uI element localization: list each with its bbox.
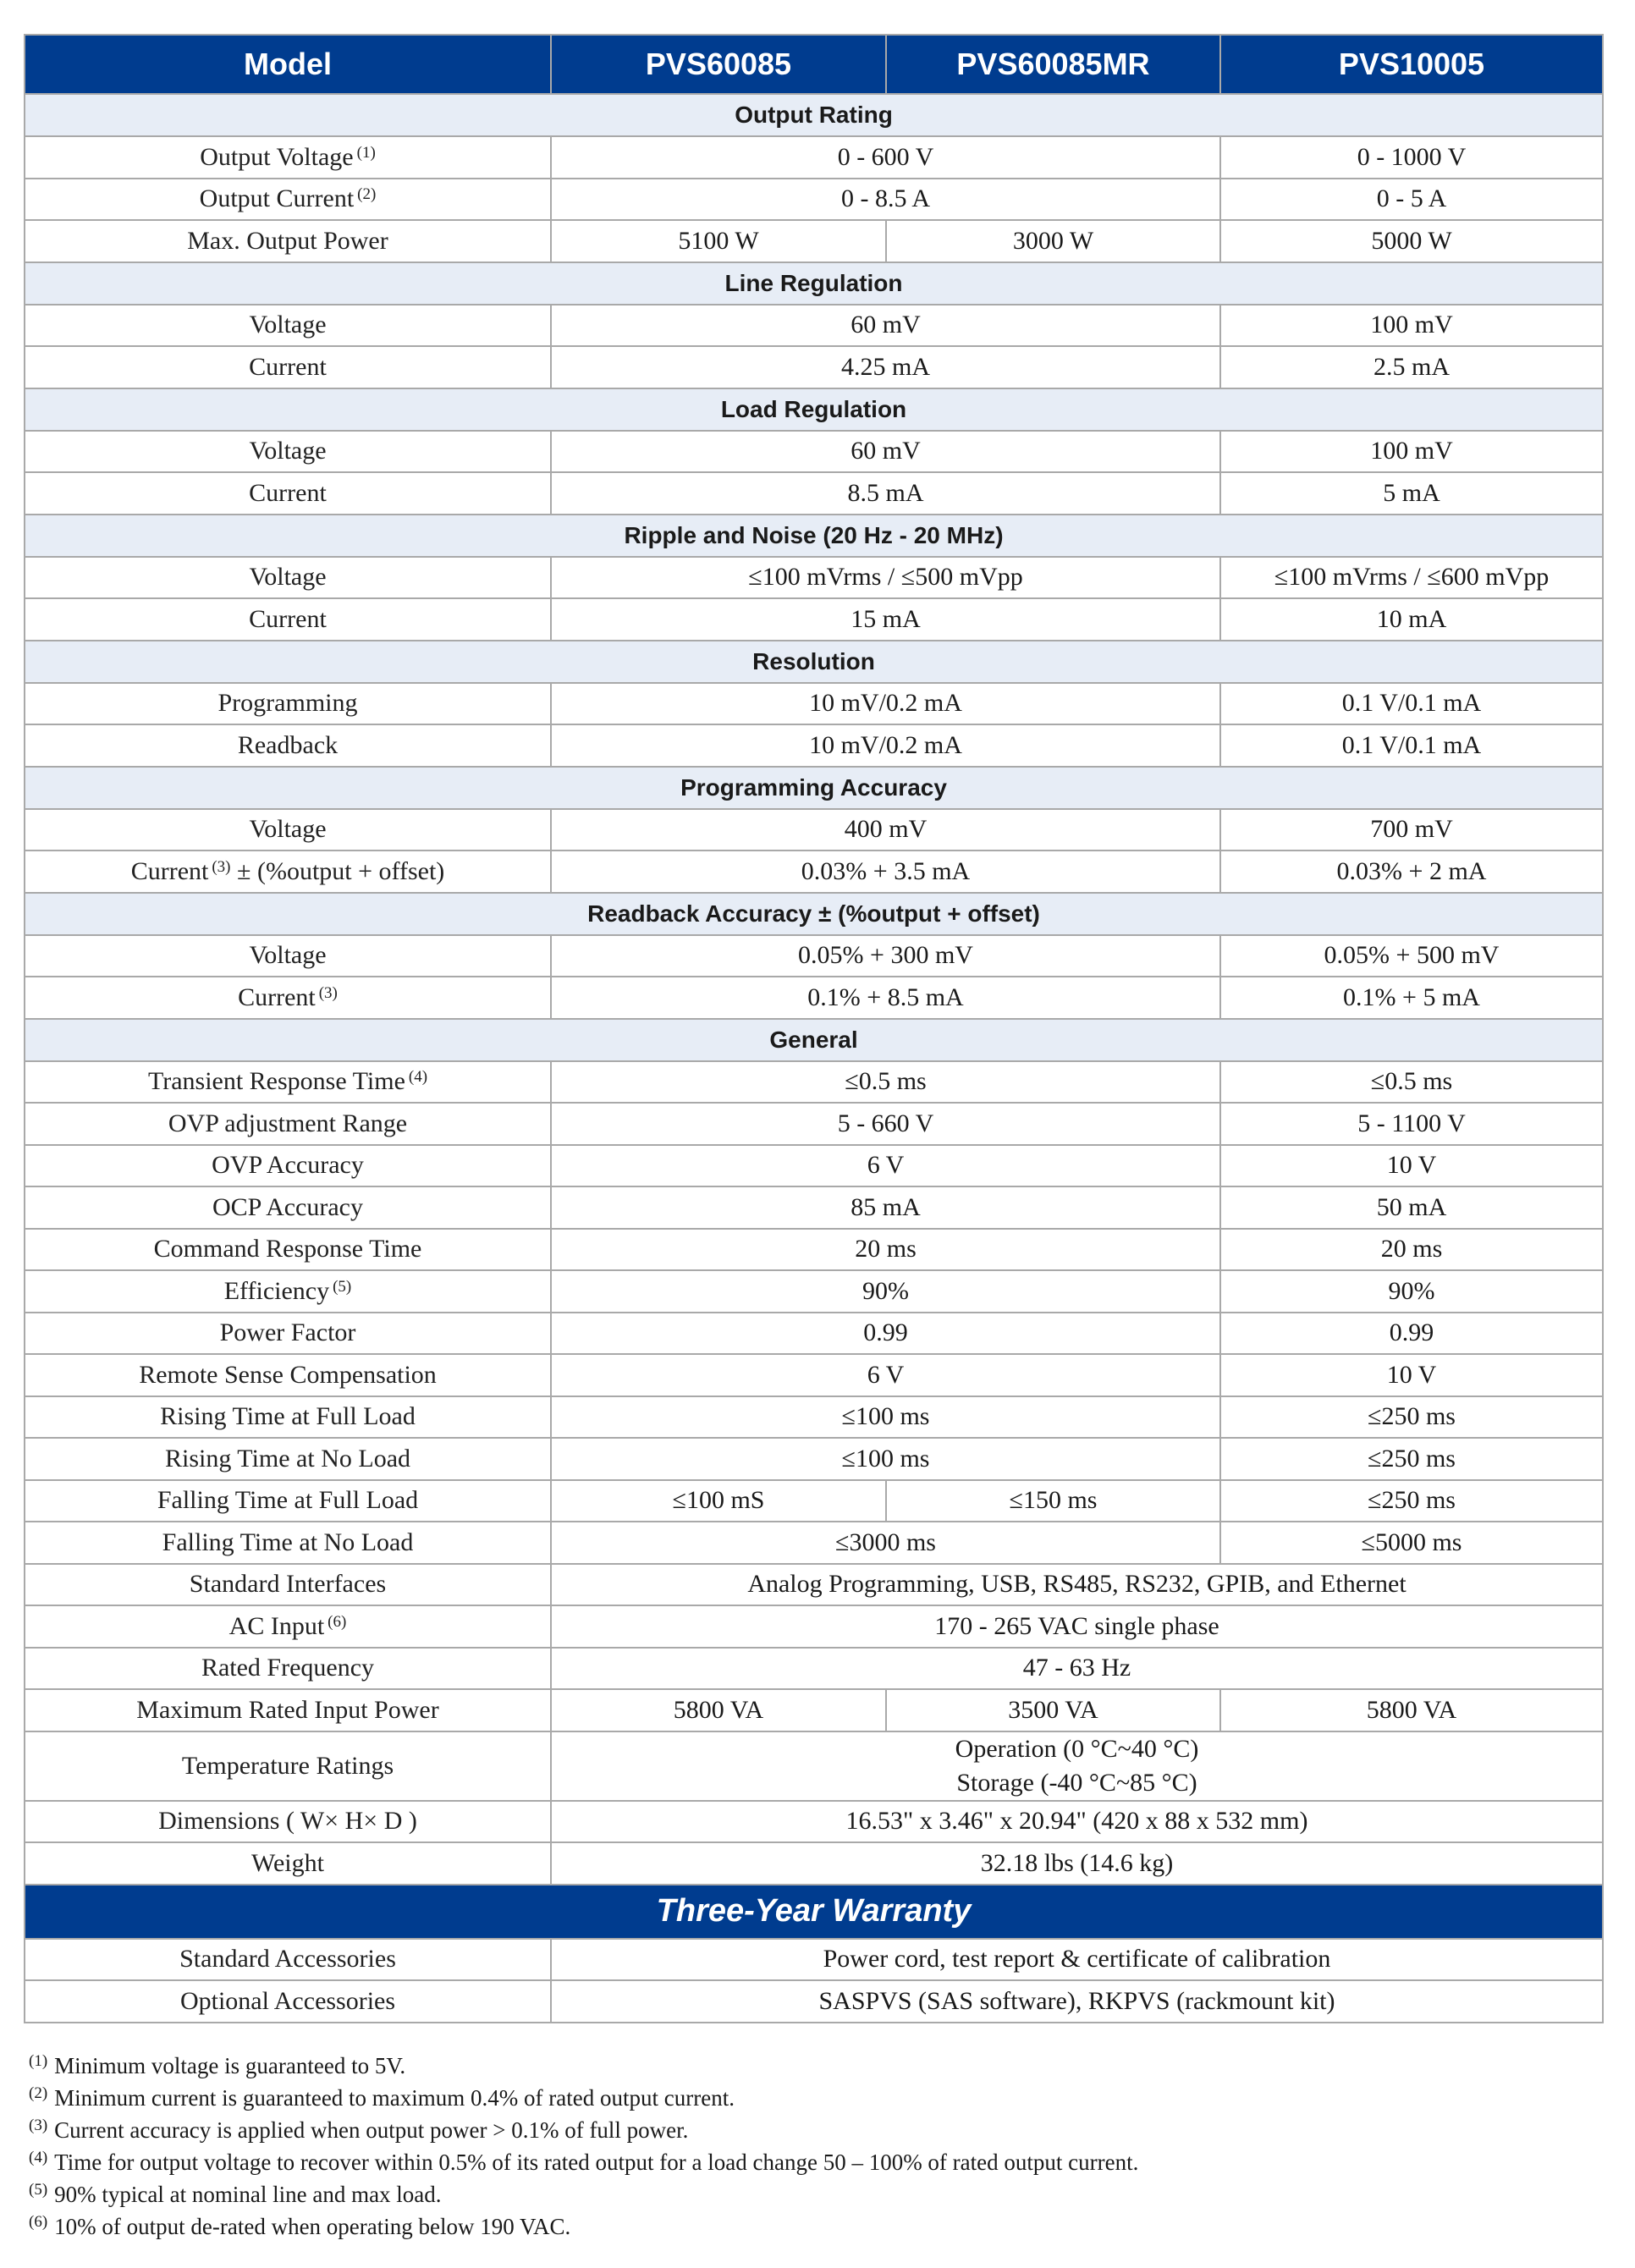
row-label: Current <box>25 472 551 515</box>
value-cell: 10 mA <box>1220 598 1603 641</box>
row-label: OVP Accuracy <box>25 1145 551 1187</box>
value-cell: 700 mV <box>1220 809 1603 851</box>
value-cell: 47 - 63 Hz <box>551 1648 1603 1690</box>
footnote-item <box>29 2082 1603 2114</box>
row-label: Efficiency $^{(5)}$ <box>25 1270 551 1313</box>
value-cell: 4.25 mA <box>551 346 1220 388</box>
value-cell: 0.05% + 300 mV <box>551 935 1220 977</box>
table-row <box>25 346 1603 388</box>
table-header-row <box>25 35 1603 94</box>
model-column-pvs60085: PVS60085 <box>551 35 886 94</box>
row-label: Readback <box>25 724 551 767</box>
value-cell: 100 mV <box>1220 305 1603 347</box>
value-cell: 10 mV/0.2 mA <box>551 683 1220 725</box>
table-row <box>25 179 1603 221</box>
table-row <box>25 220 1603 262</box>
footnote-ref: (1) <box>356 143 376 162</box>
table-row <box>25 1354 1603 1396</box>
row-label: Rising Time at Full Load <box>25 1396 551 1439</box>
row-label: Dimensions ( W× H× D ) <box>25 1801 551 1843</box>
section-row <box>25 94 1603 136</box>
value-cell: 6 V <box>551 1354 1220 1396</box>
row-label: Voltage <box>25 809 551 851</box>
value-cell: 90% <box>551 1270 1220 1313</box>
section-row <box>25 388 1603 431</box>
footnote-ref: (3) <box>212 857 231 876</box>
value-cell: ≤150 ms <box>886 1480 1220 1522</box>
value-cell: 3500 VA <box>886 1689 1220 1731</box>
row-label: OCP Accuracy <box>25 1186 551 1229</box>
row-label: Programming <box>25 683 551 725</box>
footnote-ref: (2) <box>357 185 377 204</box>
table-row <box>25 557 1603 599</box>
row-label: Current <box>25 346 551 388</box>
row-label: Voltage <box>25 935 551 977</box>
table-row <box>25 935 1603 977</box>
table-row <box>25 1438 1603 1480</box>
table-row <box>25 1229 1603 1271</box>
section-title-line-regulation: Line Regulation <box>25 262 1603 305</box>
table-row <box>25 136 1603 179</box>
value-cell: 15 mA <box>551 598 1220 641</box>
value-cell: 0.1 V/0.1 mA <box>1220 724 1603 767</box>
value-cell <box>551 1731 1603 1801</box>
section-row <box>25 262 1603 305</box>
table-row <box>25 1801 1603 1843</box>
table-row <box>25 1564 1603 1606</box>
row-label: Output Voltage $^{(1)}$ <box>25 136 551 179</box>
value-cell: ≤250 ms <box>1220 1438 1603 1480</box>
value-cell: 0.99 <box>551 1313 1220 1355</box>
footnote-item <box>29 2210 1603 2243</box>
value-cell: 0 - 8.5 A <box>551 179 1220 221</box>
row-label: Maximum Rated Input Power <box>25 1689 551 1731</box>
row-label: Voltage <box>25 431 551 473</box>
value-cell: SASPVS (SAS software), RKPVS (rackmount kit) <box>551 1980 1603 2023</box>
value-cell: 0.03% + 3.5 mA <box>551 850 1220 893</box>
footnote-mark: (4) <box>29 2149 48 2166</box>
footnote-text: Minimum current is guaranteed to maximum 0.4% of rated output current. <box>54 2085 735 2111</box>
value-cell: 0 - 600 V <box>551 136 1220 179</box>
row-label: Falling Time at No Load <box>25 1522 551 1564</box>
value-cell: 32.18 lbs (14.6 kg) <box>551 1842 1603 1885</box>
value-cell: ≤100 mVrms / ≤500 mVpp <box>551 557 1220 599</box>
value-cell: ≤0.5 ms <box>1220 1061 1603 1104</box>
value-cell: 5 - 660 V <box>551 1103 1220 1145</box>
table-row <box>25 977 1603 1019</box>
table-row <box>25 431 1603 473</box>
value-cell: 90% <box>1220 1270 1603 1313</box>
value-cell: 5100 W <box>551 220 886 262</box>
footnotes <box>29 2050 1603 2243</box>
value-cell: 2.5 mA <box>1220 346 1603 388</box>
table-row <box>25 1522 1603 1564</box>
value-cell: 6 V <box>551 1145 1220 1187</box>
table-row <box>25 1145 1603 1187</box>
section-title-readback-accuracy: Readback Accuracy ± (%output + offset) <box>25 893 1603 935</box>
value-cell: 400 mV <box>551 809 1220 851</box>
table-row <box>25 809 1603 851</box>
value-cell: ≤3000 ms <box>551 1522 1220 1564</box>
row-label: Falling Time at Full Load <box>25 1480 551 1522</box>
row-label: Rising Time at No Load <box>25 1438 551 1480</box>
value-cell: 5 mA <box>1220 472 1603 515</box>
table-row <box>25 724 1603 767</box>
value-cell: 10 mV/0.2 mA <box>551 724 1220 767</box>
value-cell: 0.1% + 5 mA <box>1220 977 1603 1019</box>
row-label: Voltage <box>25 557 551 599</box>
row-label: Temperature Ratings <box>25 1731 551 1801</box>
value-cell: Analog Programming, USB, RS485, RS232, GPIB, and Ethernet <box>551 1564 1603 1606</box>
value-cell: 0 - 1000 V <box>1220 136 1603 179</box>
section-row <box>25 515 1603 557</box>
row-label: Standard Interfaces <box>25 1564 551 1606</box>
table-row <box>25 1731 1603 1801</box>
row-label: Output Current $^{(2)}$ <box>25 179 551 221</box>
section-title-resolution: Resolution <box>25 641 1603 683</box>
row-label: Transient Response Time $^{(4)}$ <box>25 1061 551 1104</box>
table-row <box>25 850 1603 893</box>
spec-table <box>24 34 1604 2023</box>
footnote-mark: (2) <box>29 2084 48 2102</box>
value-cell: ≤5000 ms <box>1220 1522 1603 1564</box>
table-row <box>25 1605 1603 1648</box>
row-label: Current $^{(3)}$ <box>25 977 551 1019</box>
value-cell: 5000 W <box>1220 220 1603 262</box>
footnote-ref: (4) <box>408 1068 428 1087</box>
value-cell: 60 mV <box>551 431 1220 473</box>
table-row <box>25 1480 1603 1522</box>
row-label: AC Input $^{(6)}$ <box>25 1605 551 1648</box>
footnote-text: Minimum voltage is guaranteed to 5V. <box>54 2053 406 2078</box>
row-label: Standard Accessories <box>25 1939 551 1981</box>
table-row <box>25 598 1603 641</box>
row-label: Weight <box>25 1842 551 1885</box>
row-label: Rated Frequency <box>25 1648 551 1690</box>
value-cell: 85 mA <box>551 1186 1220 1229</box>
footnote-text: 10% of output de-rated when operating below 190 VAC. <box>54 2214 571 2239</box>
model-column-pvs60085mr: PVS60085MR <box>886 35 1220 94</box>
value-cell: 0.99 <box>1220 1313 1603 1355</box>
table-row <box>25 1103 1603 1145</box>
value-cell: ≤100 ms <box>551 1438 1220 1480</box>
row-label: Current $^{(3)}$ ± (%output + offset) <box>25 850 551 893</box>
row-label: Current <box>25 598 551 641</box>
model-header: Model <box>25 35 551 94</box>
section-row <box>25 641 1603 683</box>
table-row <box>25 1648 1603 1690</box>
footnote-mark: (6) <box>29 2213 48 2231</box>
table-row <box>25 472 1603 515</box>
value-cell: ≤250 ms <box>1220 1396 1603 1439</box>
value-cell: Power cord, test report & certificate of calibration <box>551 1939 1603 1981</box>
footnote-ref: (3) <box>318 983 338 1002</box>
footnote-mark: (1) <box>29 2052 48 2070</box>
row-label: Voltage <box>25 305 551 347</box>
value-cell: 0.1 V/0.1 mA <box>1220 683 1603 725</box>
footnote-item <box>29 2178 1603 2210</box>
value-cell: 5 - 1100 V <box>1220 1103 1603 1145</box>
row-label: Power Factor <box>25 1313 551 1355</box>
footnote-item <box>29 2050 1603 2082</box>
value-cell: 50 mA <box>1220 1186 1603 1229</box>
temperature-storage: Storage (-40 °C~85 °C) <box>956 1768 1197 1797</box>
section-title-output-rating: Output Rating <box>25 94 1603 136</box>
section-title-general: General <box>25 1019 1603 1061</box>
table-row <box>25 683 1603 725</box>
value-cell: 5800 VA <box>551 1689 886 1731</box>
table-row <box>25 1842 1603 1885</box>
section-title-programming-accuracy: Programming Accuracy <box>25 767 1603 809</box>
value-cell: ≤250 ms <box>1220 1480 1603 1522</box>
value-cell: 0.1% + 8.5 mA <box>551 977 1220 1019</box>
value-cell: 0.03% + 2 mA <box>1220 850 1603 893</box>
table-row <box>25 1980 1603 2023</box>
table-row <box>25 1270 1603 1313</box>
row-label: Optional Accessories <box>25 1980 551 2023</box>
footnote-text: Time for output voltage to recover within 0.5% of its rated output for a load change 50 – 100% of rated output current. <box>54 2150 1139 2175</box>
row-label: OVP adjustment Range <box>25 1103 551 1145</box>
value-cell: 20 ms <box>1220 1229 1603 1271</box>
section-row <box>25 767 1603 809</box>
temperature-operation: Operation (0 °C~40 °C) <box>955 1734 1199 1763</box>
footnote-item <box>29 2114 1603 2146</box>
warranty-text: Three-Year Warranty <box>25 1885 1603 1939</box>
value-cell: 0 - 5 A <box>1220 179 1603 221</box>
footnote-text: 90% typical at nominal line and max load. <box>54 2182 442 2207</box>
value-cell: 10 V <box>1220 1354 1603 1396</box>
table-row <box>25 1061 1603 1104</box>
value-cell: ≤100 mVrms / ≤600 mVpp <box>1220 557 1603 599</box>
table-row <box>25 1396 1603 1439</box>
value-cell: 0.05% + 500 mV <box>1220 935 1603 977</box>
section-row <box>25 1019 1603 1061</box>
value-cell: 8.5 mA <box>551 472 1220 515</box>
footnote-item <box>29 2146 1603 2178</box>
value-cell: ≤100 mS <box>551 1480 886 1522</box>
table-row <box>25 1939 1603 1981</box>
value-cell: 16.53" x 3.46" x 20.94" (420 x 88 x 532 mm) <box>551 1801 1603 1843</box>
row-label: Max. Output Power <box>25 220 551 262</box>
footnote-text: Current accuracy is applied when output power > 0.1% of full power. <box>54 2117 689 2143</box>
value-cell: ≤100 ms <box>551 1396 1220 1439</box>
table-row <box>25 1186 1603 1229</box>
footnote-ref: (5) <box>333 1277 352 1296</box>
value-cell: 60 mV <box>551 305 1220 347</box>
footnote-ref: (6) <box>328 1612 347 1631</box>
footnote-mark: (3) <box>29 2117 48 2134</box>
section-row <box>25 893 1603 935</box>
value-cell: ≤0.5 ms <box>551 1061 1220 1104</box>
row-label: Command Response Time <box>25 1229 551 1271</box>
table-row <box>25 305 1603 347</box>
value-cell: 20 ms <box>551 1229 1220 1271</box>
value-cell: 100 mV <box>1220 431 1603 473</box>
value-cell: 5800 VA <box>1220 1689 1603 1731</box>
footnote-mark: (5) <box>29 2181 48 2199</box>
section-title-load-regulation: Load Regulation <box>25 388 1603 431</box>
model-column-pvs10005: PVS10005 <box>1220 35 1603 94</box>
value-cell: 3000 W <box>886 220 1220 262</box>
value-cell: 10 V <box>1220 1145 1603 1187</box>
value-cell: 170 - 265 VAC single phase <box>551 1605 1603 1648</box>
row-label: Remote Sense Compensation <box>25 1354 551 1396</box>
warranty-banner <box>25 1885 1603 1939</box>
table-row <box>25 1689 1603 1731</box>
section-title-ripple-noise: Ripple and Noise (20 Hz - 20 MHz) <box>25 515 1603 557</box>
table-row <box>25 1313 1603 1355</box>
